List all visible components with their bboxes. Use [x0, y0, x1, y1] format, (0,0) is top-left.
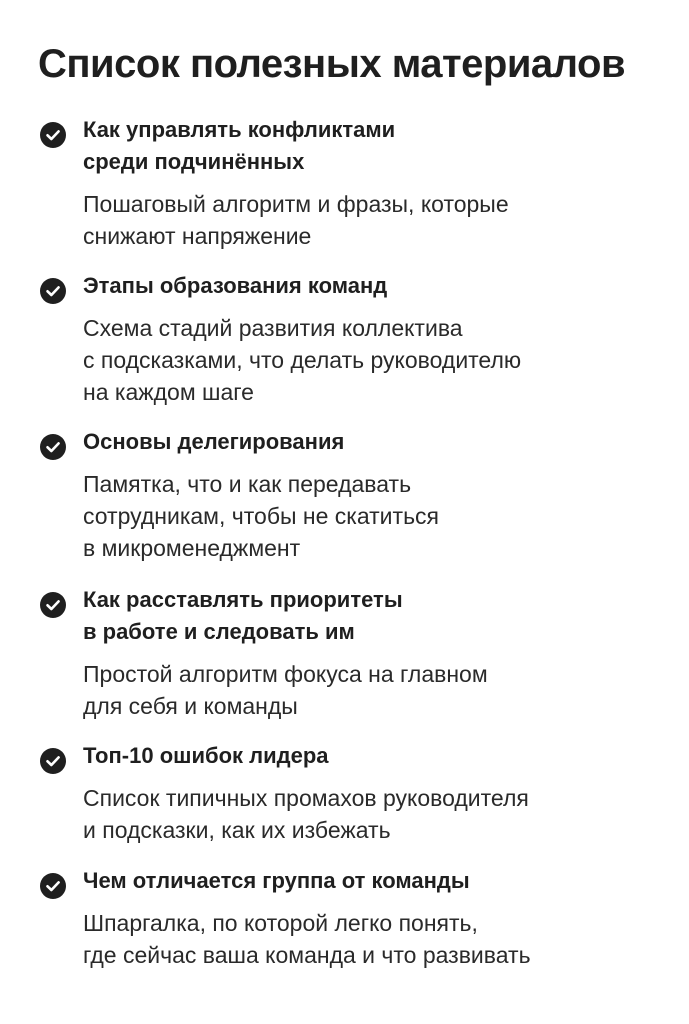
check-circle-icon: [40, 278, 66, 304]
page-title: Список полезных материалов: [38, 42, 626, 86]
item-title: Чем отличается группа от команды: [83, 868, 470, 893]
item-description: Простой алгоритм фокуса на главном для себя и команды: [83, 661, 488, 719]
check-circle-icon: [40, 592, 66, 618]
item-description: Схема стадий развития коллектива с подсказками, что делать руководителю на каждом шаге: [83, 315, 522, 405]
item-title: Этапы образования команд: [83, 273, 388, 298]
item-description: Шпаргалка, по которой легко понять, где сейчас ваша команда и что развивать: [83, 910, 531, 968]
check-circle-icon: [40, 748, 66, 774]
item-description: Памятка, что и как передавать сотрудникам, чтобы не скатиться в микроменеджмент: [83, 471, 440, 561]
item-description: Список типичных промахов руководителя и подсказки, как их избежать: [83, 785, 529, 843]
item-title: Как расставлять приоритеты в работе и следовать им: [83, 587, 403, 644]
item-title: Как управлять конфликтами среди подчинённых: [83, 117, 396, 174]
item-title: Основы делегирования: [83, 429, 345, 454]
item-description: Пошаговый алгоритм и фразы, которые снижают напряжение: [83, 191, 509, 249]
item-title: Топ-10 ошибок лидера: [83, 743, 329, 768]
check-circle-icon: [40, 873, 66, 899]
check-circle-icon: [40, 122, 66, 148]
check-circle-icon: [40, 434, 66, 460]
